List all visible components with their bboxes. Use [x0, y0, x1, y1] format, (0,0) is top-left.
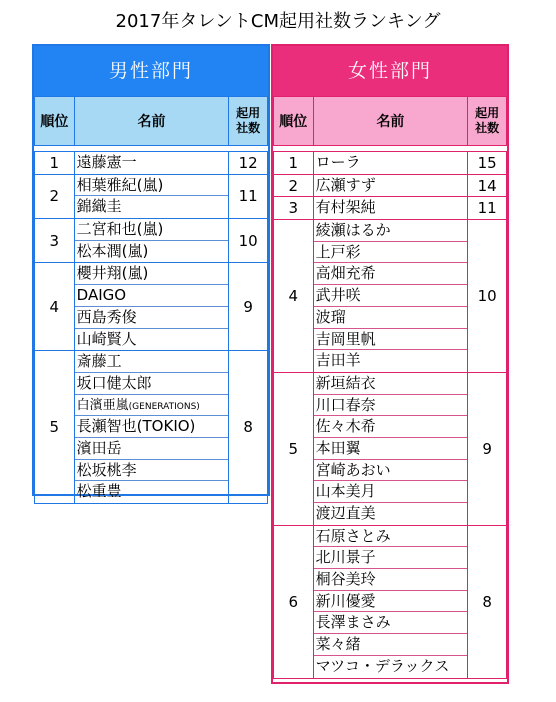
rank-group-row: [35, 219, 268, 263]
count-cell: 15: [468, 152, 507, 175]
rank-group-row: [35, 174, 268, 218]
talent-name: 新川優愛: [314, 591, 468, 613]
count-cell: 8: [229, 351, 268, 504]
rank-group-row: [35, 152, 268, 175]
female-ranking-panel: [271, 44, 509, 684]
talent-name: ローラ: [315, 153, 361, 171]
rank-group-row: [274, 372, 507, 525]
talent-name: 新垣結衣: [314, 373, 468, 395]
talent-name: 相葉雅紀(嵐): [75, 175, 229, 197]
count-cell: 12: [229, 152, 268, 175]
names-cell: [313, 525, 468, 678]
male-ranking-table: [34, 96, 268, 504]
rank-cell: 5: [274, 372, 314, 525]
talent-name: 渡辺直美: [315, 504, 376, 522]
talent-name: 山本美月: [314, 481, 468, 503]
rank-group-row: [35, 263, 268, 351]
rank-group-row: [274, 174, 507, 197]
female-ranking-table: [273, 96, 507, 679]
female-section-banner: 女性部門: [273, 46, 507, 96]
talent-name: 長澤まさみ: [314, 612, 468, 634]
rank-cell: 1: [35, 152, 75, 175]
rank-group-row: [274, 525, 507, 678]
talent-name: 松坂桃李: [75, 460, 229, 482]
talent-name: 長瀬智也(TOKIO): [75, 416, 229, 438]
rank-cell: 3: [274, 197, 314, 220]
talent-name: 石原さとみ: [314, 526, 468, 548]
rank-group-row: [35, 351, 268, 504]
count-cell: 9: [468, 372, 507, 525]
count-header: 起用 社数: [468, 97, 507, 146]
rank-header: 順位: [35, 97, 75, 146]
names-cell: [74, 152, 229, 175]
name-header: 名前: [313, 97, 468, 146]
count-cell: 10: [229, 219, 268, 263]
names-cell: [313, 152, 468, 175]
rank-cell: 4: [35, 263, 75, 351]
names-cell: [313, 220, 468, 373]
male-ranking-panel: [32, 44, 270, 501]
rank-group-row: [274, 220, 507, 373]
page-title: 2017年タレントCM起用社数ランキング: [115, 11, 441, 32]
header-row: [35, 97, 268, 146]
names-cell: [313, 174, 468, 197]
count-cell: 9: [229, 263, 268, 351]
rank-cell: 6: [274, 525, 314, 678]
count-header: 起用 社数: [229, 97, 268, 146]
talent-name: DAIGO: [75, 285, 229, 307]
talent-name: 北川景子: [314, 547, 468, 569]
count-cell: 11: [468, 197, 507, 220]
talent-name: 川口春奈: [314, 395, 468, 417]
talent-name: 斎藤工: [75, 351, 229, 373]
count-cell: 10: [468, 220, 507, 373]
talent-name: 二宮和也(嵐): [75, 219, 229, 241]
talent-name: 広瀬すず: [315, 175, 376, 194]
talent-name: 高畑充希: [314, 263, 468, 285]
talent-name: 吉岡里帆: [314, 329, 468, 351]
talent-name: 宮崎あおい: [314, 460, 468, 482]
rank-group-row: [274, 152, 507, 175]
talent-name: 吉田羊: [315, 351, 361, 370]
talent-name: 上戸彩: [314, 242, 468, 264]
talent-name: 遠藤憲一: [76, 153, 137, 171]
talent-name: 白濱亜嵐(GENERATIONS): [75, 395, 229, 417]
names-cell: [313, 197, 468, 220]
name-header: 名前: [74, 97, 229, 146]
names-cell: [74, 219, 229, 263]
talent-name: 桐谷美玲: [314, 569, 468, 591]
rank-cell: 5: [35, 351, 75, 504]
talent-name: マツコ・デラックス: [315, 656, 450, 675]
talent-name: 西島秀俊: [75, 307, 229, 329]
talent-name: 波瑠: [314, 307, 468, 329]
talent-name: 松本潤(嵐): [76, 241, 149, 260]
group-affiliation: (GENERATIONS): [128, 401, 200, 412]
talent-name: 松重豊: [76, 482, 122, 501]
talent-name: 佐々木希: [314, 416, 468, 438]
count-cell: 8: [468, 525, 507, 678]
talent-name: 綾瀬はるか: [314, 220, 468, 242]
names-cell: [313, 372, 468, 525]
rank-group-row: [274, 197, 507, 220]
names-cell: [74, 174, 229, 218]
talent-name: 有村架純: [315, 198, 376, 217]
rank-cell: 1: [274, 152, 314, 175]
rank-cell: 2: [35, 174, 75, 218]
names-cell: [74, 351, 229, 504]
talent-name: 錦織圭: [76, 197, 122, 216]
talent-name: 山崎賢人: [76, 329, 137, 348]
count-cell: 14: [468, 174, 507, 197]
rank-cell: 4: [274, 220, 314, 373]
talent-name: 坂口健太郎: [75, 373, 229, 395]
talent-name: 菜々緒: [314, 634, 468, 656]
names-cell: [74, 263, 229, 351]
count-cell: 11: [229, 174, 268, 218]
talent-name: 武井咲: [314, 285, 468, 307]
male-section-banner: 男性部門: [34, 46, 268, 96]
rank-cell: 3: [35, 219, 75, 263]
talent-name: 本田翼: [314, 438, 468, 460]
talent-name: 濱田岳: [75, 438, 229, 460]
talent-name: 櫻井翔(嵐): [75, 263, 229, 285]
header-row: [274, 97, 507, 146]
rank-cell: 2: [274, 174, 314, 197]
rank-header: 順位: [274, 97, 314, 146]
